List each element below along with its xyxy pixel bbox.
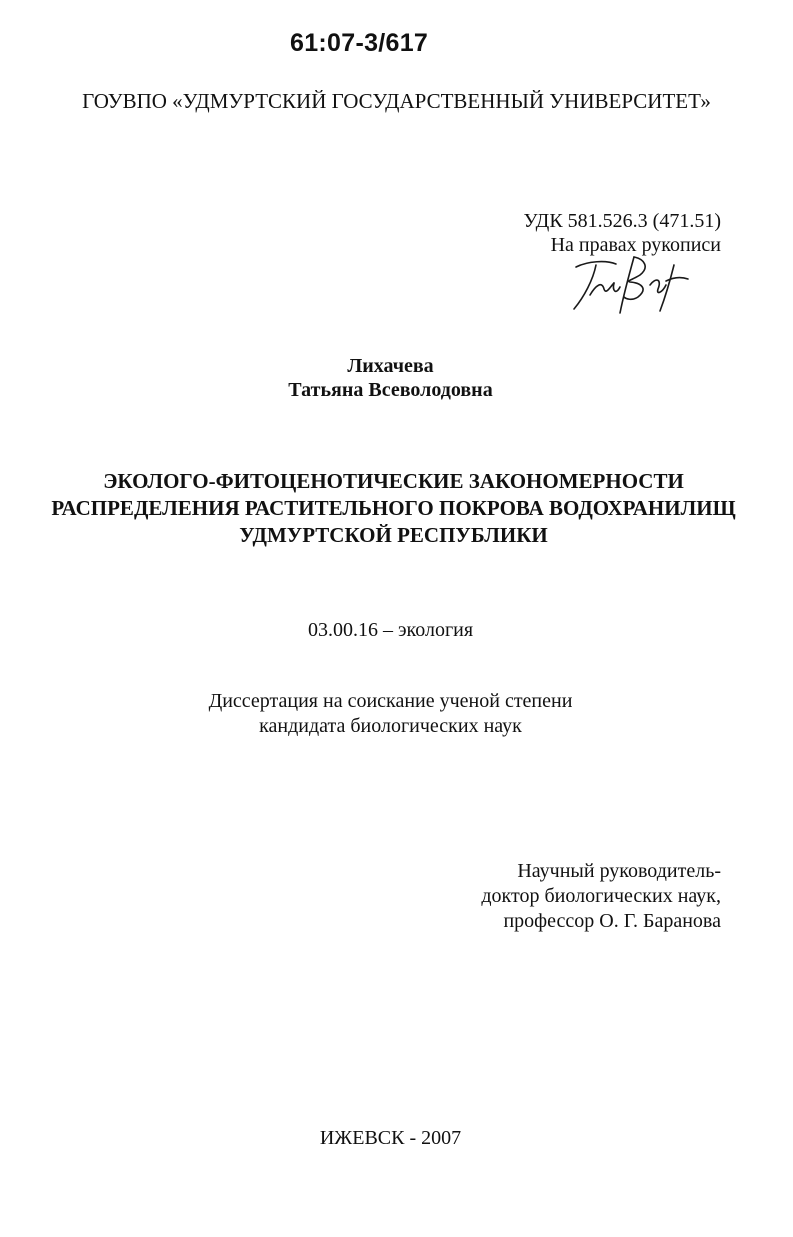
supervisor-line: доктор биологических наук,: [481, 885, 721, 907]
classification-block: [440, 209, 721, 257]
thesis-title: [0, 468, 787, 549]
supervisor-line: Научный руководитель-: [517, 860, 721, 882]
rights-note: На правах рукописи: [550, 234, 721, 256]
author-block: [0, 354, 781, 402]
supervisor-block: [430, 859, 721, 934]
specialty-code: 03.00.16 – экология: [307, 619, 474, 641]
degree-line: кандидата биологических наук: [259, 715, 522, 737]
thesis-title-line: УДМУРТСКОЙ РЕСПУБЛИКИ: [239, 523, 548, 547]
institution-name: ГОУВПО «УДМУРТСКИЙ ГОСУДАРСТВЕННЫЙ УНИВЕРСИТЕТ»: [82, 89, 711, 113]
author-given-names: Татьяна Всеволодовна: [288, 379, 493, 401]
thesis-title-line: ЭКОЛОГО-ФИТОЦЕНОТИЧЕСКИЕ ЗАКОНОМЕРНОСТИ: [103, 469, 684, 493]
city-year: ИЖЕВСК - 2007: [319, 1127, 462, 1149]
thesis-title-line: РАСПРЕДЕЛЕНИЯ РАСТИТЕЛЬНОГО ПОКРОВА ВОДОХРАНИЛИЩ: [51, 496, 736, 520]
author-signature-icon: [566, 255, 694, 317]
degree-line: Диссертация на соискание ученой степени: [208, 690, 573, 712]
author-surname: Лихачева: [347, 355, 434, 377]
degree-statement: [0, 689, 781, 739]
supervisor-line: профессор О. Г. Баранова: [503, 910, 721, 932]
catalog-number: 61:07-3/617: [290, 29, 429, 57]
udk-code: УДК 581.526.3 (471.51): [523, 210, 721, 232]
